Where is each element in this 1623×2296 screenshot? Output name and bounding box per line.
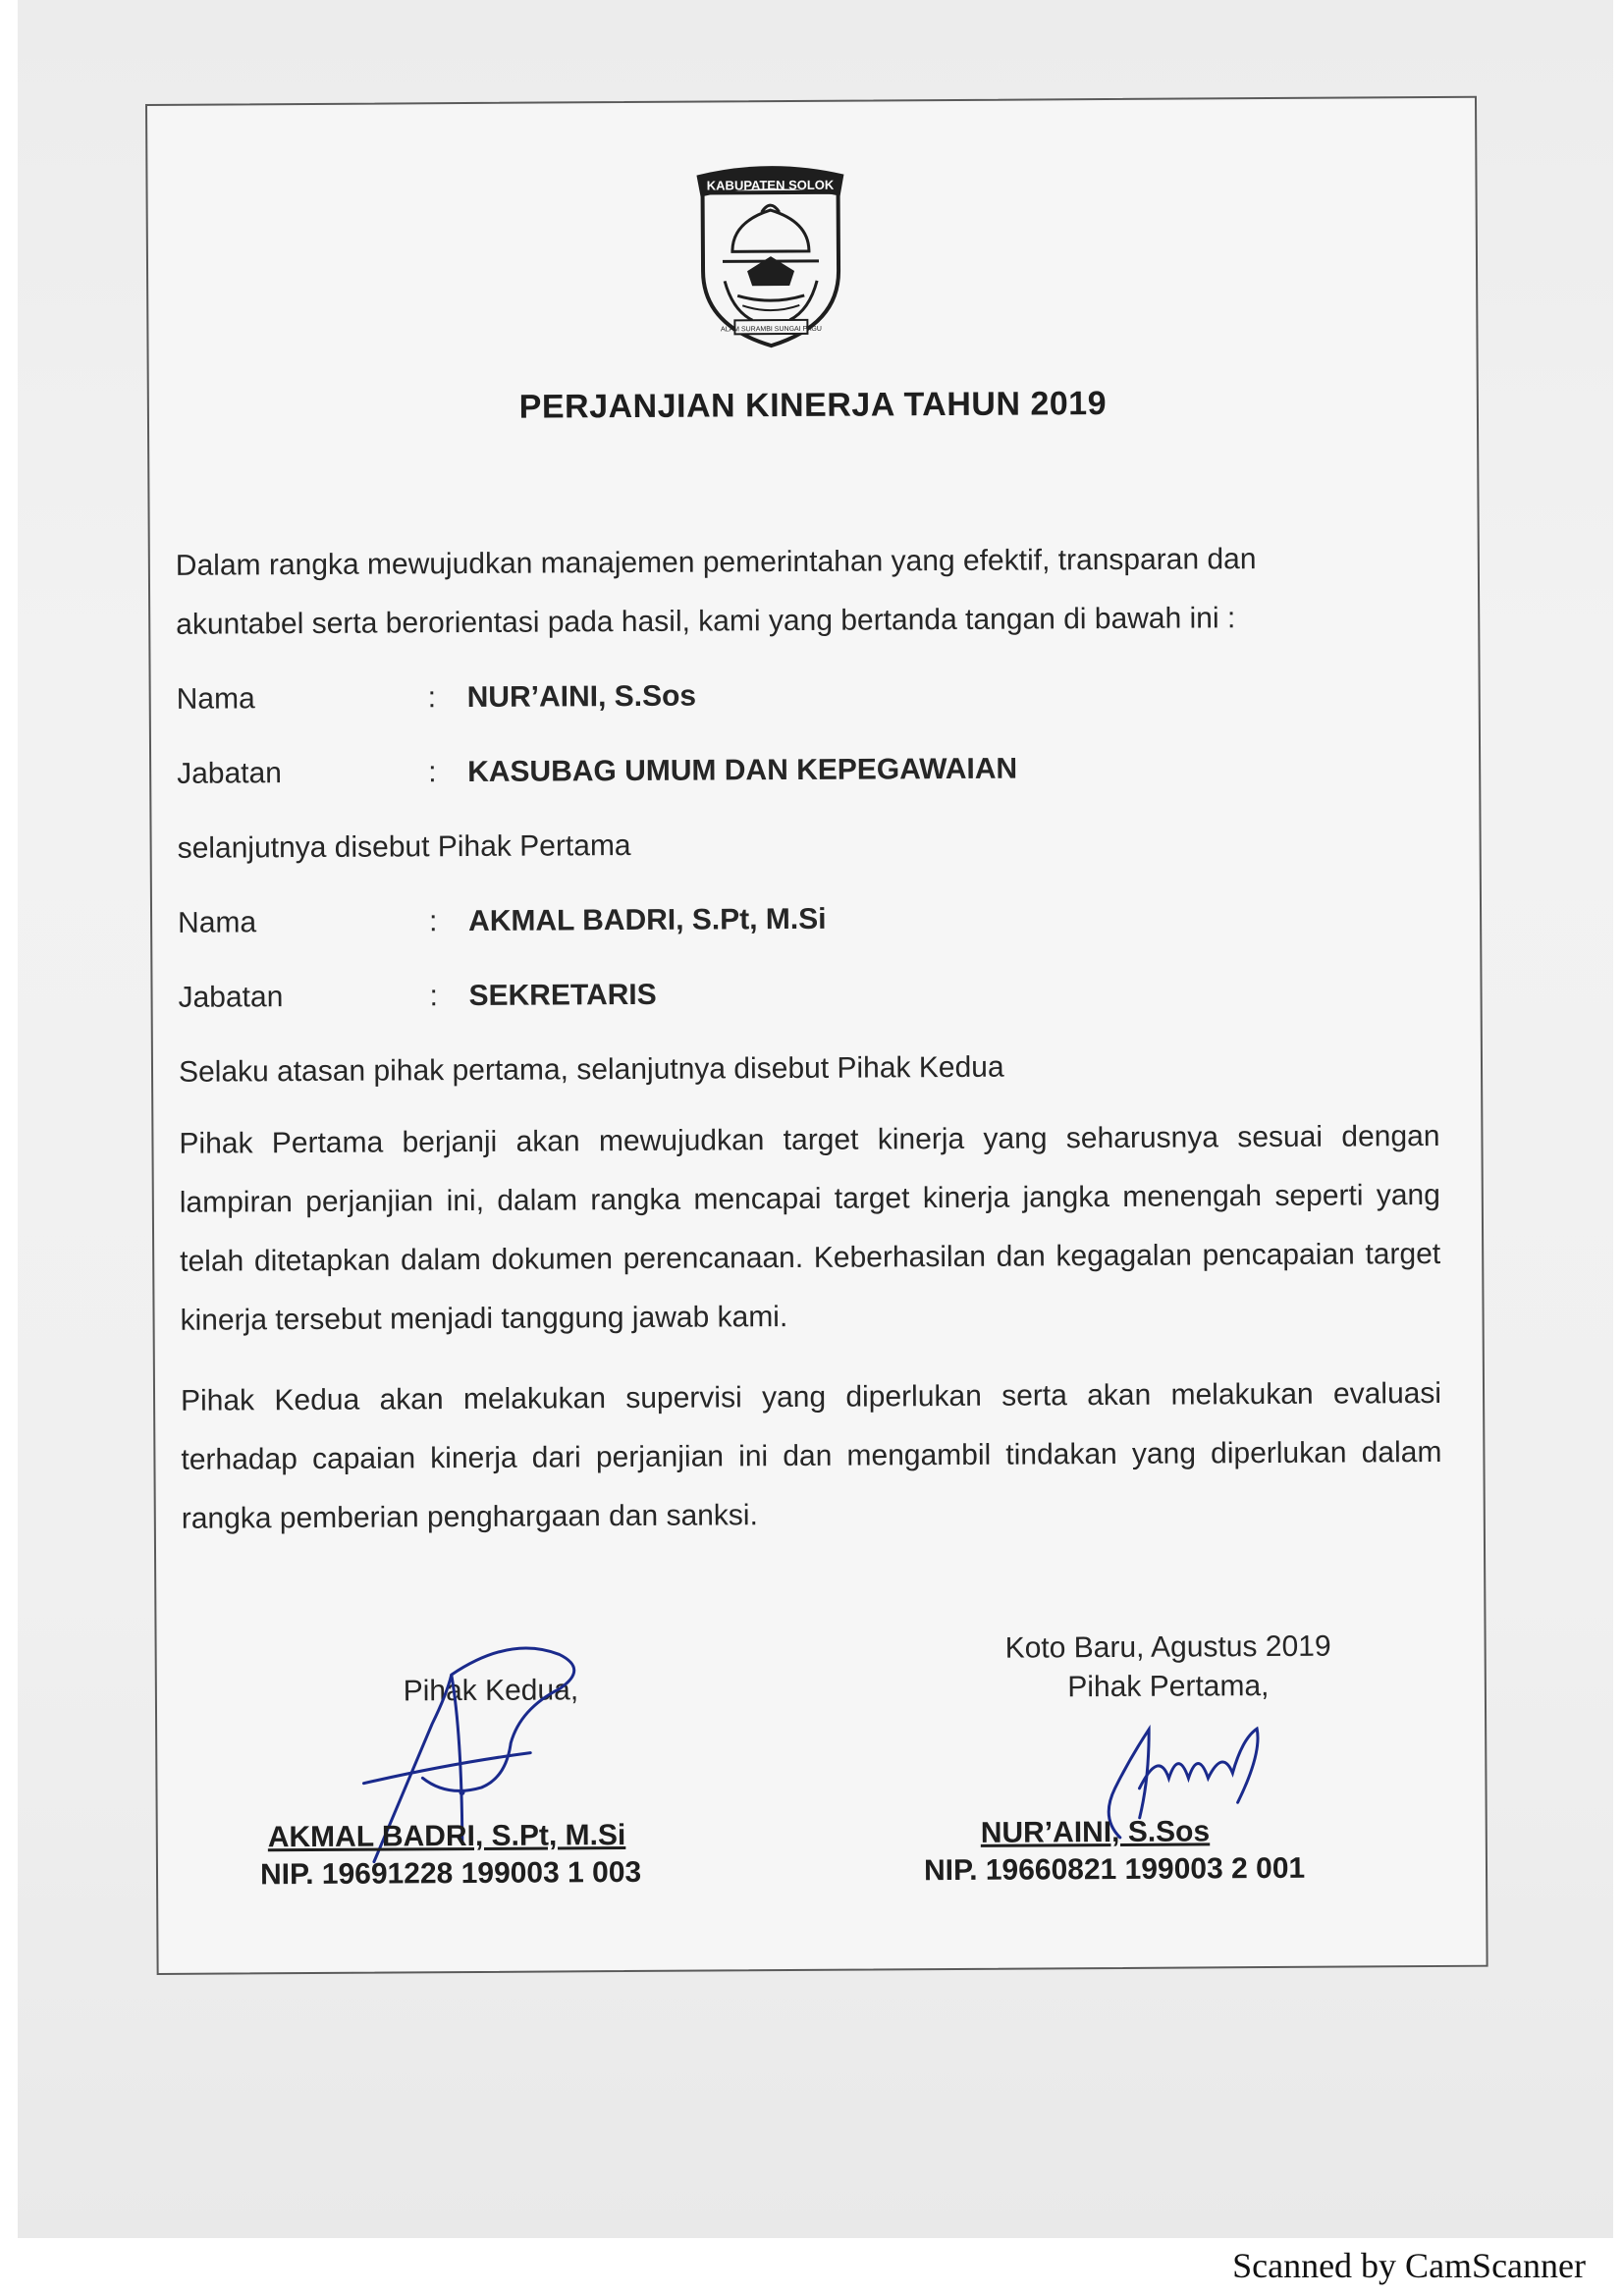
emblem-banner-text: KABUPATEN SOLOK	[706, 177, 835, 193]
second-party-position: SEKRETARIS	[468, 978, 657, 1013]
first-party-position: KASUBAG UMUM DAN KEPEGAWAIAN	[467, 752, 1018, 789]
name-label: Nama	[177, 906, 257, 939]
intro-line-1: Dalam rangka mewujudkan manajemen pemerintahan yang efektif, transparan dan	[175, 543, 1257, 582]
intro-line-2: akuntabel serta berorientasi pada hasil, kami yang bertanda tangan di bawah ini :	[176, 602, 1236, 641]
place-date: Koto Baru, Agustus 2019	[1004, 1629, 1331, 1665]
second-party-nip: NIP. 19691228 199003 1 003	[259, 1855, 642, 1892]
name-label: Nama	[176, 682, 255, 716]
document-title: PERJANJIAN KINERJA TAHUN 2019	[518, 385, 1108, 426]
kabupaten-solok-emblem	[692, 163, 848, 350]
second-party-role: Pihak Kedua,	[403, 1674, 579, 1708]
second-party-note: Selaku atasan pihak pertama, selanjutnya disebut Pihak Kedua	[178, 1050, 1004, 1089]
first-party-name: NUR’AINI, S.Sos	[466, 679, 697, 715]
first-party-role: Pihak Pertama,	[1067, 1670, 1270, 1704]
commitment-paragraph: Pihak Pertama berjanji akan mewujudkan target kinerja yang seharusnya sesuai dengan lampiran perjanjian ini, dalam rangka mencapai target kinerja jangka menengah seperti yang telah ditetapkan dalam dokumen perencanaan. Keberhasilan dan kegagalan pencapaian target kinerja tersebut menjadi tanggung jawab kami.	[179, 1119, 1441, 1337]
colon: :	[429, 980, 439, 1013]
second-party-name: AKMAL BADRI, S.Pt, M.Si	[467, 902, 827, 938]
document-frame	[145, 96, 1488, 1975]
scanner-watermark: Scanned by CamScanner	[1232, 2246, 1586, 2285]
first-party-signatory-name: NUR’AINI, S.Sos	[980, 1815, 1211, 1849]
second-party-signatory-name: AKMAL BADRI, S.Pt, M.Si	[267, 1819, 626, 1854]
supervision-paragraph: Pihak Kedua akan melakukan supervisi yang diperlukan serta akan melakukan evaluasi terhadap capaian kinerja dari perjanjian ini dan mengambil tindakan yang diperlukan dalam rangka pemberian penghargaan dan sanksi.	[180, 1376, 1442, 1535]
colon: :	[427, 681, 437, 715]
colon: :	[428, 905, 438, 938]
position-label: Jabatan	[177, 757, 283, 790]
first-party-nip: NIP. 19660821 199003 2 001	[923, 1851, 1306, 1888]
scanned-paper	[18, 0, 1613, 2238]
position-label: Jabatan	[178, 981, 284, 1014]
colon: :	[428, 756, 437, 789]
first-party-note: selanjutnya disebut Pihak Pertama	[177, 828, 631, 865]
emblem-motto-text: ALAM SURAMBI SUNGAI PAGU	[720, 325, 822, 334]
